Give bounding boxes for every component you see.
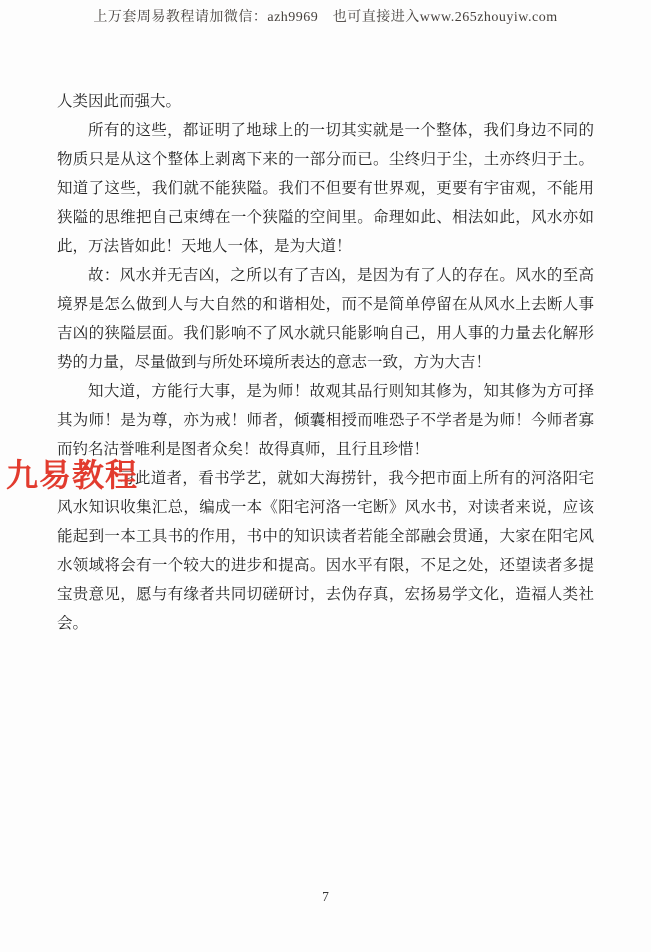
page-number: 7 — [322, 889, 329, 904]
paragraph: 人类因此而强大。 — [57, 93, 182, 110]
paragraph: 习此道者，看书学艺，就如大海捞针，我今把市面上所有的河洛阳宅风水知识收集汇总，编成一本《阳宅河洛一宅断》风水书，对读者来说，应该能起到一本工具书的作用，书中的知识读者若能全部融会贯通，大家在阳宅风水领域将会有一个较大的进步和提高。因水平有限，不足之处，还望读者多提宝贵意见，愿与有缘者共同切磋研讨，去伪存真，宏扬易学文化，造福人类社会。 — [57, 470, 594, 632]
paragraph: 所有的这些，都证明了地球上的一切其实就是一个整体，我们身边不同的物质只是从这个整体上剥离下来的一部分而已。尘终归于尘，土亦终归于土。知道了这些，我们就不能狭隘。我们不但要有世界观，更要有宇宙观，不能用狭隘的思维把自己束缚在一个狭隘的空间里。命理如此、相法如此，风水亦如此，万法皆如此！天地人一体，是为大道！ — [57, 122, 594, 255]
watermark-jiuyi-jiaocheng: 九易教程 — [6, 457, 139, 493]
paragraph: 知大道，方能行大事，是为师！故观其品行则知其修为，知其修为方可择其为师！是为尊，亦为戒！师者，倾囊相授而唯恐子不学者是为师！今师者寡而钓名沽誉唯利是图者众矣！故得真师，且行且珍惜！ — [57, 383, 594, 458]
paragraph: 故：风水并无吉凶，之所以有了吉凶，是因为有了人的存在。风水的至高境界是怎么做到人与大自然的和谐相处，而不是简单停留在从风水上去断人事吉凶的狭隘层面。我们影响不了风水就只能影响自己，用人事的力量去化解形势的力量，尽量做到与所处环境所表达的意志一致，方为大吉！ — [57, 267, 594, 371]
header-promo-text: 上万套周易教程请加微信：azh9969 也可直接进入www.265zhouyiw.com — [93, 10, 558, 25]
body-text-block — [57, 87, 594, 638]
